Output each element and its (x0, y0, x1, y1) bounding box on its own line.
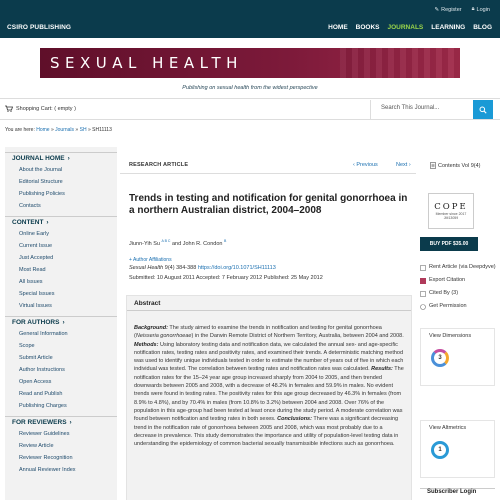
sidebar-item-all-issues[interactable]: All Issues (19, 278, 43, 285)
dimensions-badge-icon[interactable]: 3 (431, 349, 449, 367)
nav-learning[interactable]: LEARNING (431, 24, 466, 31)
nav-books[interactable]: BOOKS (355, 24, 380, 31)
banner-decoration (340, 48, 460, 78)
sidebar-header-for-reviewers[interactable] (5, 416, 117, 428)
permission-icon (420, 304, 426, 310)
search-button[interactable] (473, 100, 493, 119)
article-dates: Submitted: 10 August 2011 Accepted: 7 February 2012 Published: 25 May 2012 (129, 275, 323, 281)
sidebar-item-special-issues[interactable]: Special Issues (19, 290, 55, 297)
document-icon (430, 162, 436, 169)
sidebar-item-reviewer-index[interactable]: Annual Reviewer Index (19, 466, 76, 473)
abstract-species: Neisseria gonorrhoeae (135, 333, 192, 340)
chevron-right-icon: › (407, 162, 411, 168)
get-permission-label: Get Permission (429, 303, 467, 309)
buy-pdf-button[interactable]: BUY PDF $35.00 (420, 237, 478, 251)
cart-label: Shopping Cart: ( empty ) (16, 105, 76, 112)
previous-label: Previous (356, 162, 378, 168)
journal-name: Sexual Health (129, 265, 164, 271)
abstract-conclusions-label: Conclusions: (277, 416, 312, 423)
abstract-conclusions: There was a significant decreasing trend in the notification rate of gonorrhoea between 2005 and 2008, which was most probably due to a decrease in prevalence. This study demonstrates the importance and utility of population-level testing data in understanding the epidemiology of common bacterial sexually transmissible infections such as gonorrhoea. (134, 416, 399, 448)
sidebar-item-author-instructions[interactable]: Author Instructions (19, 366, 65, 373)
cope-logo: COPE (434, 202, 468, 212)
author-name[interactable]: John R. Condon (182, 240, 223, 247)
cart-search-bar (0, 98, 500, 120)
sidebar-item-most-read[interactable]: Most Read (19, 266, 46, 273)
get-permission-link[interactable] (420, 303, 500, 310)
sidebar-item-online-early[interactable]: Online Early (19, 230, 49, 237)
sidebar-header-for-authors[interactable] (5, 316, 117, 328)
abstract-background-cont: ) in the Darwin Remote District of Northern Territory, Australia, between 2004 and 2008. (191, 333, 404, 340)
register-link[interactable] (435, 6, 462, 13)
dimensions-widget[interactable] (420, 328, 495, 386)
cope-member-id: JM13059 (443, 216, 459, 220)
abstract-panel (126, 295, 412, 500)
author-name[interactable]: Jiunn-Yih Su (129, 240, 160, 247)
abstract-heading: Abstract (127, 296, 411, 311)
sidebar-item-reviewer-recognition[interactable]: Reviewer Recognition (19, 454, 73, 461)
breadcrumb-sep: » (74, 127, 80, 133)
article-title: Trends in testing and notification for genital gonorrhoea in a northern Australian district, 2004–2008 (129, 193, 408, 216)
breadcrumb-home[interactable]: Home (36, 127, 50, 133)
altmetrics-widget[interactable] (420, 420, 495, 478)
csiro-logo[interactable]: CSIRO PUBLISHING (7, 24, 72, 31)
shopping-cart[interactable] (5, 105, 76, 112)
breadcrumb-sep: » (86, 127, 93, 133)
abstract-background: The study aimed to examine the trends in notification and testing for genital gonorrhoea ( (134, 325, 382, 340)
abstract-methods-label: Methods: (134, 341, 159, 348)
journal-tagline: Publishing on sexual health from the widest perspective (182, 85, 318, 91)
abstract-background-label: Background: (134, 325, 168, 331)
abstract-results: The notification rates for the 15–24 year age group increased sharply from 2004 to 2005, and then trended downwards between 2005 and 2008, with a decrease of 48.2% in females and 59.9% in males. No evident trends were found in testing rates. The positivity rates for this age group decreased by 46.3% in females (from 8.9% to 4.8%), and by 70.4% in males (from 10.8% to 3.2%) between 2004 and 2008. Over 76% of the population in this age-group had been tested at least once during the study period. A moderate correlation was found between notification and testing rates in both sexes. (134, 366, 404, 423)
pencil-icon: ✎ (434, 6, 440, 13)
volume-pages: 9(4) 384-388 (163, 265, 198, 271)
cart-icon (5, 105, 13, 112)
chevron-right-icon: › (62, 319, 65, 326)
account-links (435, 6, 491, 13)
citation-line (129, 265, 276, 271)
sidebar-item-just-accepted[interactable]: Just Accepted (19, 254, 54, 261)
sidebar-item-scope[interactable]: Scope (19, 342, 35, 349)
journal-banner[interactable] (40, 48, 460, 78)
cited-by-link[interactable] (420, 290, 500, 297)
author-affiliation-marks[interactable]: A B C (161, 239, 171, 243)
cited-by-icon (420, 291, 426, 297)
sidebar-item-publishing-charges[interactable]: Publishing Charges (19, 402, 67, 409)
rent-icon (420, 265, 426, 271)
breadcrumb-sh[interactable]: SH (79, 127, 87, 133)
breadcrumb (5, 127, 112, 133)
export-citation-link[interactable] (420, 277, 500, 284)
author-affiliation-marks[interactable]: B (223, 239, 227, 243)
sidebar-item-open-access[interactable]: Open Access (19, 378, 52, 385)
sidebar-item-read-publish[interactable]: Read and Publish (19, 390, 63, 397)
sidebar-item-about[interactable]: About the Journal (19, 166, 63, 173)
sidebar-item-reviewer-guidelines[interactable]: Reviewer Guidelines (19, 430, 70, 437)
search-input[interactable]: Search This Journal... (370, 100, 472, 119)
chevron-right-icon: › (69, 419, 72, 426)
doi-link[interactable]: https://doi.org/10.1071/SH11113 (197, 265, 276, 271)
sidebar-header-label: JOURNAL HOME (12, 155, 65, 162)
main-nav (328, 24, 492, 31)
sidebar-header-content[interactable] (5, 216, 117, 228)
sidebar-item-editorial[interactable]: Editorial Structure (19, 178, 63, 185)
breadcrumb-sep: » (49, 127, 56, 133)
export-icon (420, 278, 426, 284)
register-label: Register (441, 6, 462, 13)
cope-badge[interactable] (428, 193, 474, 229)
contents-link[interactable] (430, 162, 481, 169)
sidebar-item-submit[interactable]: Submit Article (19, 354, 53, 361)
rent-article-label: Rent Article (via Deepdyve) (429, 264, 496, 270)
article-type: RESEARCH ARTICLE (129, 162, 189, 168)
sidebar-header-label: FOR REVIEWERS (12, 419, 67, 426)
breadcrumb-current: SH11113 (92, 127, 112, 133)
breadcrumb-journals[interactable]: Journals (55, 127, 75, 133)
chevron-left-icon: ‹ (353, 162, 357, 168)
abstract-methods: Using laboratory testing data and notification data, we calculated the annual sex- and age-specific notification rates, testing rates and positivity rates, and examined their trends. A deterministic matching method was used to identify unique individuals tested in order to estimate the number of years out of five in which each individual was tested. The correlation between testing rates and notification rates was calculated. (134, 341, 404, 373)
sidebar-item-review-article[interactable]: Review Article (19, 442, 54, 449)
nav-blog[interactable]: BLOG (473, 24, 492, 31)
article-actions (420, 264, 500, 316)
sidebar-header-label: FOR AUTHORS (12, 319, 60, 326)
journal-title: SEXUAL HEALTH (50, 54, 243, 72)
sidebar-header-journal-home[interactable] (5, 152, 117, 164)
sidebar (5, 152, 117, 476)
lock-icon: 🔒︎ (471, 6, 475, 12)
search-icon (479, 106, 487, 114)
breadcrumb-prefix: You are here: (5, 127, 37, 133)
abstract-results-label: Results: (371, 366, 393, 373)
article-toolbar (120, 160, 416, 174)
altmetrics-title: View Altmetrics (429, 425, 467, 431)
login-label: Login (476, 6, 490, 13)
previous-link[interactable] (353, 162, 378, 168)
sidebar-item-virtual-issues[interactable]: Virtual Issues (19, 302, 52, 309)
top-header (0, 0, 500, 38)
sidebar-item-current-issue[interactable]: Current Issue (19, 242, 53, 249)
nav-journals[interactable]: JOURNALS (387, 24, 424, 31)
sidebar-header-label: CONTENT (12, 219, 44, 226)
article-authors (129, 239, 226, 247)
author-and: and (170, 240, 183, 247)
sidebar-item-contacts[interactable]: Contacts (19, 202, 41, 209)
login-link[interactable] (472, 6, 490, 13)
cited-by-label: Cited By (3) (429, 290, 459, 296)
next-label: Next (396, 162, 408, 168)
author-affiliations-toggle[interactable]: + Author Affiliations (129, 257, 172, 263)
abstract-text (134, 324, 406, 448)
altmetric-donut-icon[interactable]: 1 (431, 441, 449, 459)
next-link[interactable] (396, 162, 411, 168)
chevron-right-icon: › (67, 155, 70, 162)
sidebar-item-policies[interactable]: Publishing Policies (19, 190, 65, 197)
sidebar-item-general-info[interactable]: General Information (19, 330, 68, 337)
cope-member-since: Member since 2017 (435, 212, 467, 216)
contents-label: Contents Vol 9(4) (438, 162, 481, 169)
nav-home[interactable]: HOME (328, 24, 348, 31)
rent-article-link[interactable] (420, 264, 500, 271)
chevron-right-icon: › (46, 219, 49, 226)
export-citation-label: Export Citation (429, 277, 466, 283)
dimensions-title: View Dimensions (429, 333, 472, 339)
subscriber-login-heading[interactable]: Subscriber Login (420, 488, 495, 495)
